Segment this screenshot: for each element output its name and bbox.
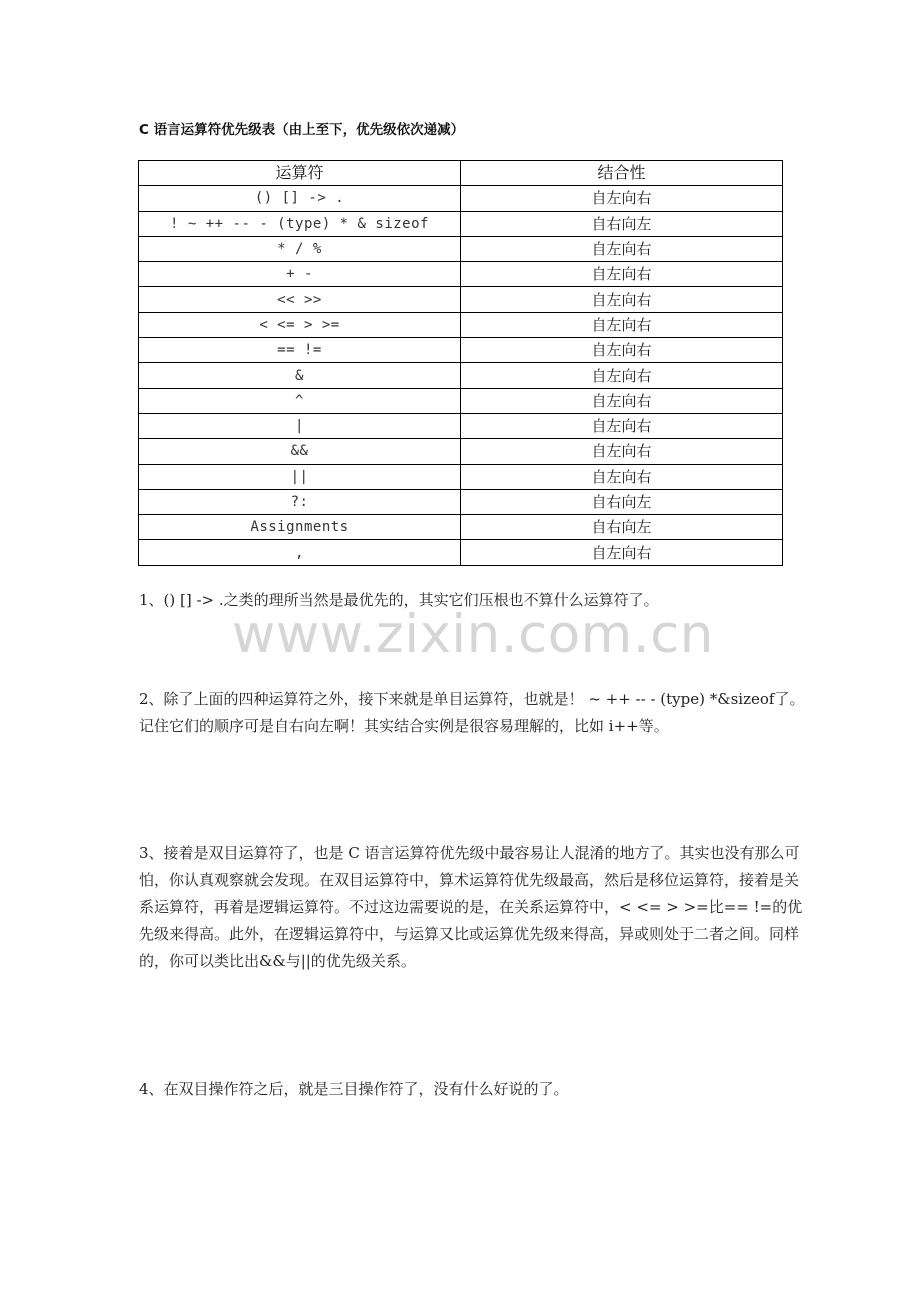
operator-cell: , (139, 540, 461, 565)
table-row (139, 515, 783, 540)
operator-cell: < <= > >= (139, 312, 461, 337)
operator-cell: * / % (139, 236, 461, 261)
associativity-cell: 自左向右 (461, 439, 783, 464)
operator-column-header: 运算符 (139, 161, 461, 186)
table-row (139, 540, 783, 565)
table-row (139, 262, 783, 287)
associativity-cell: 自左向右 (461, 464, 783, 489)
watermark-text: www.zixin.com.cn (232, 604, 714, 665)
associativity-cell: 自左向右 (461, 186, 783, 211)
operator-cell: == != (139, 338, 461, 363)
table-row (139, 489, 783, 514)
associativity-cell: 自左向右 (461, 287, 783, 312)
operator-cell: + - (139, 262, 461, 287)
paragraph-2: 2、除了上面的四种运算符之外，接下来就是单目运算符，也就是！ ~ ++ -- - (type) *&sizeof了。记住它们的顺序可是自右向左啊！其实结合实例是很容易理解的，比如 i++等。 (139, 690, 805, 735)
associativity-column-header: 结合性 (461, 161, 783, 186)
table-row (139, 413, 783, 438)
operator-cell: ^ (139, 388, 461, 413)
paragraph-4: 4、在双目操作符之后，就是三目操作符了，没有什么好说的了。 (139, 1080, 569, 1098)
associativity-cell: 自左向右 (461, 413, 783, 438)
operator-cell: << >> (139, 287, 461, 312)
associativity-cell: 自左向右 (461, 312, 783, 337)
operator-cell: && (139, 439, 461, 464)
table-row (139, 439, 783, 464)
operator-cell: ! ~ ++ -- - (type) * & sizeof (139, 211, 461, 236)
table-row (139, 287, 783, 312)
operator-cell: & (139, 363, 461, 388)
operator-cell: Assignments (139, 515, 461, 540)
associativity-cell: 自左向右 (461, 338, 783, 363)
operator-cell: | (139, 413, 461, 438)
associativity-cell: 自左向右 (461, 540, 783, 565)
associativity-cell: 自左向右 (461, 262, 783, 287)
table-row (139, 338, 783, 363)
document-title: C 语言运算符优先级表（由上至下，优先级依次递减） (139, 122, 465, 138)
paragraph-1: 1、() [] -> .之类的理所当然是最优先的，其实它们压根也不算什么运算符了。 (139, 591, 659, 609)
associativity-cell: 自右向左 (461, 489, 783, 514)
table-row (139, 464, 783, 489)
operator-cell: ?: (139, 489, 461, 514)
associativity-cell: 自左向右 (461, 363, 783, 388)
table-header-row (139, 161, 783, 186)
associativity-cell: 自右向左 (461, 515, 783, 540)
operator-precedence-table (138, 160, 783, 566)
table-row (139, 211, 783, 236)
table-row (139, 388, 783, 413)
operator-cell: () [] -> . (139, 186, 461, 211)
table-row (139, 363, 783, 388)
associativity-cell: 自左向右 (461, 236, 783, 261)
table-row (139, 312, 783, 337)
table-row (139, 236, 783, 261)
table-row (139, 186, 783, 211)
operator-cell: || (139, 464, 461, 489)
associativity-cell: 自右向左 (461, 211, 783, 236)
associativity-cell: 自左向右 (461, 388, 783, 413)
paragraph-3: 3、接着是双目运算符了，也是 C 语言运算符优先级中最容易让人混淆的地方了。其实也没有那么可怕，你认真观察就会发现。在双目运算符中，算术运算符优先级最高，然后是移位运算符，接着是关系运算符，再着是逻辑运算符。不过这边需要说的是，在关系运算符中，< <= > >=比== !=的优先级来得高。此外，在逻辑运算符中，与运算又比或运算优先级来得高，异或则处于二者之间。同样的，你可以类比出&&与||的优先级关系。 (139, 844, 803, 970)
